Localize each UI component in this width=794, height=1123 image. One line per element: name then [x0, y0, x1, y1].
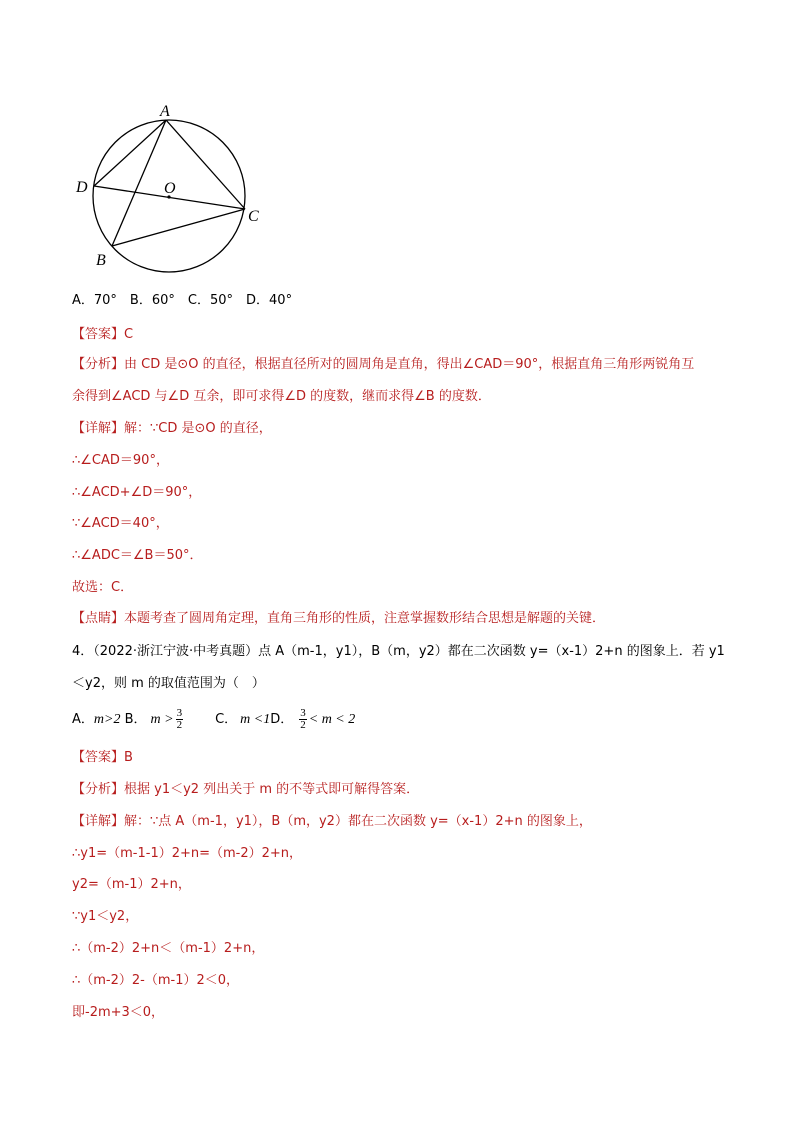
answer-tag: 【答案】 — [72, 750, 125, 765]
chord-ab — [112, 120, 166, 246]
answer-value: B — [124, 750, 133, 765]
opt-a-expr: m>2 — [93, 712, 121, 727]
opt-d-expr: < m < 2 — [308, 712, 356, 727]
q4-options — [72, 707, 355, 733]
q4-detail-line-6: ∴（m-2）2-（m-1）2＜0， — [72, 973, 240, 988]
q4-answer — [72, 749, 133, 767]
detail-tag: 【详解】 — [72, 814, 125, 829]
opt-d-denominator: 2 — [300, 719, 306, 731]
q3-detail-line-3: ∴∠ACD+∠D＝90°， — [72, 485, 202, 500]
answer-value: C — [124, 327, 134, 342]
label-d: D — [76, 179, 88, 196]
circle-figure — [70, 98, 280, 278]
q4-stem-line-2: ＜y2，则 m 的取值范围为（ ） — [72, 676, 265, 691]
opt-b-fraction — [176, 708, 184, 731]
q3-detail-line-4: ∵∠ACD＝40°， — [72, 516, 169, 531]
opt-b-expr: m > — [150, 712, 174, 727]
q3-detail-line-5: ∴∠ADC＝∠B＝50°． — [72, 548, 203, 563]
q4-detail-line-3: y2=（m-1）2+n， — [72, 877, 191, 892]
opt-b-numerator: 3 — [176, 707, 183, 719]
q4-stem-line-1: 4．（2022·浙江宁波·中考真题）点 A（m-1，y1），B（m，y2）都在二次函数 y=（x-1）2+n 的图象上．若 y1 — [72, 644, 725, 659]
opt-d-label: D． — [270, 712, 294, 727]
analysis-text: 由 CD 是⊙O 的直径，根据直径所对的圆周角是直角，得出∠CAD＝90°，根据直角三角形两锐角互 — [124, 357, 695, 372]
detail-text: 解：∵点 A（m-1，y1），B（m，y2）都在二次函数 y=（x-1）2+n 的图象上， — [124, 814, 592, 829]
opt-d-fraction — [299, 708, 307, 731]
q3-analysis-line-1 — [72, 356, 694, 374]
q4-detail-line-4: ∵y1＜y2， — [72, 909, 139, 924]
analysis-tag: 【分析】 — [72, 357, 125, 372]
opt-a-label: A． — [72, 712, 94, 727]
q4-detail-line-5: ∴（m-2）2+n＜（m-1）2+n， — [72, 941, 265, 956]
answer-tag: 【答案】 — [72, 327, 125, 342]
q3-options: A．70° B．60° C．50° D．40° — [72, 293, 293, 308]
q4-detail-line-2: ∴y1=（m-1-1）2+n=（m-2）2+n， — [72, 846, 303, 861]
opt-c-label: C． — [215, 712, 238, 727]
q3-detail-line-6: 故选：C． — [72, 580, 134, 595]
analysis-text: 根据 y1＜y2 列出关于 m 的不等式即可解得答案． — [124, 782, 420, 797]
chord-ad — [94, 120, 166, 186]
label-a: A — [160, 103, 170, 120]
opt-c-expr: m <1 — [240, 712, 271, 727]
chord-ac — [166, 120, 245, 209]
label-c: C — [248, 208, 259, 225]
q3-comment — [72, 610, 605, 628]
label-o: O — [164, 180, 176, 197]
comment-text: 本题考查了圆周角定理，直角三角形的性质，注意掌握数形结合思想是解题的关键． — [124, 611, 606, 626]
detail-tag: 【详解】 — [72, 421, 125, 436]
chord-bc — [112, 209, 245, 246]
comment-tag: 【点睛】 — [72, 611, 125, 626]
opt-b-label: B． — [120, 712, 147, 727]
q4-detail-line-1 — [72, 813, 592, 831]
q3-analysis-line-2: 余得到∠ACD 与∠D 互余，即可求得∠D 的度数，继而求得∠B 的度数． — [72, 389, 491, 404]
q4-detail-line-7: 即-2m+3＜0， — [72, 1005, 165, 1020]
opt-b-denominator: 2 — [176, 719, 183, 731]
analysis-tag: 【分析】 — [72, 782, 125, 797]
opt-d-numerator: 3 — [300, 707, 306, 719]
detail-text: 解：∵CD 是⊙O 的直径， — [124, 421, 272, 436]
label-b: B — [96, 252, 106, 269]
q4-analysis — [72, 781, 419, 799]
q3-detail-line-2: ∴∠CAD＝90°， — [72, 453, 169, 468]
q3-detail-line-1 — [72, 420, 272, 438]
q3-answer — [72, 326, 133, 344]
